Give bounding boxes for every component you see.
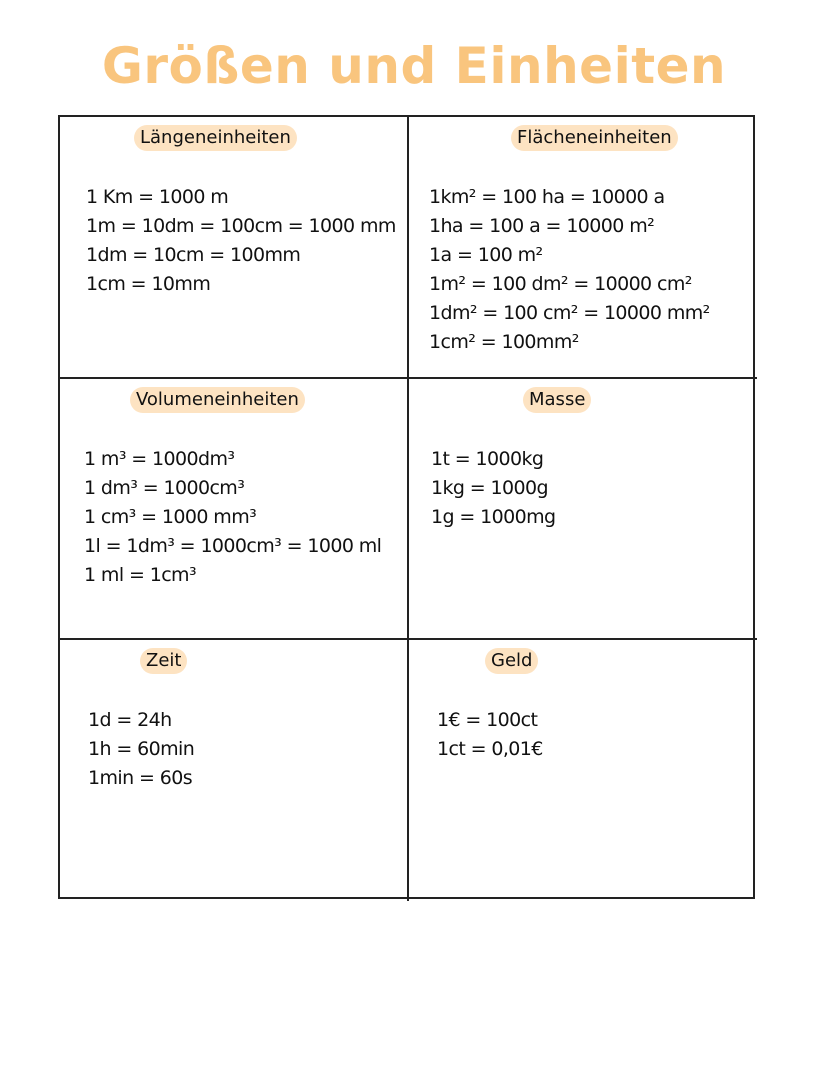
- conversion-line: 1 m³ = 1000dm³: [84, 448, 235, 470]
- conversion-list: [431, 445, 555, 532]
- conversion-line: 1g = 1000mg: [431, 506, 556, 528]
- conversion-line: 1a = 100 m²: [429, 244, 543, 266]
- section-laengeneinheiten: [60, 117, 409, 379]
- section-heading: Längeneinheiten: [134, 125, 297, 151]
- units-table: [58, 115, 755, 899]
- section-heading: Masse: [523, 387, 591, 413]
- conversion-line: 1 ml = 1cm³: [84, 564, 196, 586]
- conversion-line: 1 dm³ = 1000cm³: [84, 477, 245, 499]
- section-masse: [409, 379, 757, 640]
- conversion-list: [86, 183, 396, 299]
- conversion-line: 1dm² = 100 cm² = 10000 mm²: [429, 302, 710, 324]
- section-heading: Volumeneinheiten: [130, 387, 305, 413]
- conversion-line: 1l = 1dm³ = 1000cm³ = 1000 ml: [84, 535, 382, 557]
- section-heading: Flächeneinheiten: [511, 125, 678, 151]
- conversion-line: 1d = 24h: [88, 709, 172, 731]
- conversion-line: 1ha = 100 a = 10000 m²: [429, 215, 655, 237]
- conversion-line: 1m² = 100 dm² = 10000 cm²: [429, 273, 692, 295]
- conversion-line: 1km² = 100 ha = 10000 a: [429, 186, 665, 208]
- conversion-list: [88, 706, 194, 793]
- conversion-list: [437, 706, 543, 764]
- page-title: Größen und Einheiten: [101, 37, 727, 95]
- conversion-line: 1m = 10dm = 100cm = 1000 mm: [86, 215, 396, 237]
- section-geld: [409, 640, 757, 901]
- conversion-line: 1dm = 10cm = 100mm: [86, 244, 301, 266]
- section-zeit: [60, 640, 409, 901]
- conversion-line: 1h = 60min: [88, 738, 195, 760]
- conversion-line: 1t = 1000kg: [431, 448, 544, 470]
- conversion-line: 1kg = 1000g: [431, 477, 548, 499]
- conversion-line: 1 cm³ = 1000 mm³: [84, 506, 257, 528]
- conversion-line: 1ct = 0,01€: [437, 738, 543, 760]
- conversion-line: 1cm² = 100mm²: [429, 331, 579, 353]
- conversion-line: 1cm = 10mm: [86, 273, 211, 295]
- conversion-line: 1€ = 100ct: [437, 709, 538, 731]
- conversion-line: 1min = 60s: [88, 767, 192, 789]
- conversion-line: 1 Km = 1000 m: [86, 186, 229, 208]
- conversion-list: [429, 183, 710, 357]
- section-heading: Zeit: [140, 648, 187, 674]
- section-flaecheneinheiten: [409, 117, 757, 379]
- section-volumeneinheiten: [60, 379, 409, 640]
- conversion-list: [84, 445, 381, 590]
- section-heading: Geld: [485, 648, 538, 674]
